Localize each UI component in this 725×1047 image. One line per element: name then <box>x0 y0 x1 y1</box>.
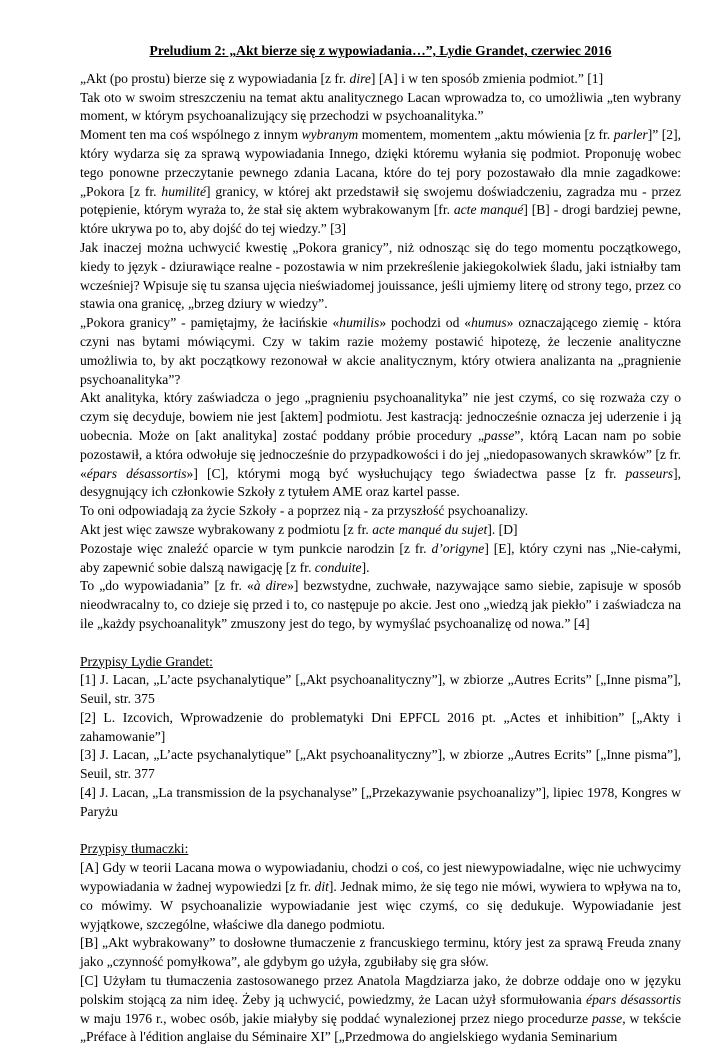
text-run: Pozostaje więc znaleźć oparcie w tym punkcie narodzin [z fr. <box>80 540 432 556</box>
text-run: Moment ten ma coś wspólnego z innym <box>80 127 302 143</box>
text-run: parler <box>613 127 648 143</box>
text-run: acte manqué <box>453 202 524 218</box>
translator-note <box>80 859 681 934</box>
text-run: wybranym <box>301 127 359 143</box>
text-run: ]. Jednak mimo, że się tego nie mówi, wywiera to wpływa na to, co mówimy. W psychoanalizie wypowiadanie jest więc czymś, co się dedukuje. Wypowiadanie jest wyjątkowe, szczególne, właściwe dla danego podmiotu. <box>80 879 681 932</box>
text-run: ], desygnujący ich członkowie Szkoły z tytułem AME oraz kartel passe. <box>80 465 681 500</box>
text-run: ] granicy, w której akt przedstawił się swojemu doświadczeniu, zagradza mu - przez potępienie, którym wyraża to, że stał się aktem wybrakowanym [fr. <box>80 183 681 218</box>
author-note <box>80 671 681 709</box>
text-run: [3] J. Lacan, „L’acte psychanalytique” [„Akt psychoanalityczny”], w zbiorze „Autres Ecrits” [„Inne pisma”], Seuil, str. 377 <box>80 747 681 782</box>
text-run: d’origyne <box>431 540 485 556</box>
text-run: passeurs <box>625 465 674 481</box>
body-paragraph <box>80 577 681 633</box>
text-run: ]. <box>361 559 370 575</box>
body-paragraph <box>80 126 681 239</box>
translator-notes-heading: Przypisy tłumaczki: <box>80 841 189 857</box>
text-run: passe <box>591 1010 623 1026</box>
text-run: [4] J. Lacan, „La transmission de la psychanalyse” [„Przekazywanie psychoanalizy”], lipiec 1978, Kongres w Paryżu <box>80 785 681 819</box>
text-run: Akt jest więc zawsze wybrakowany z podmiotu [z fr. <box>80 521 373 537</box>
text-run: To „do wypowiadania” [z fr. « <box>80 578 254 594</box>
text-run: ”, którą Lacan nam po sobie pozostawił, a która odwołuje się jednocześnie do przypadkowości i do jej „niedopasowanych skrawków” [z fr. « <box>80 427 681 481</box>
text-run: , w tekście „Préface à l'édition anglaise du Séminaire XI” [„Przedmowa do angielskiego wydania Seminarium <box>80 1010 681 1045</box>
body-paragraph <box>80 502 681 521</box>
text-run: [1] J. Lacan, „L’acte psychanalytique” [„Akt psychoanalityczny”], w zbiorze „Autres Ecrits” [„Inne pisma”], Seuil, str. 375 <box>80 672 681 707</box>
text-run: To oni odpowiadają za życie Szkoły - a poprzez nią - za przyszłość psychoanalizy. <box>80 503 529 519</box>
text-run: „Akt (po prostu) bierze się z wypowiadania [z fr. <box>80 70 350 86</box>
text-run: [A] Gdy w teorii Lacana mowa o wypowiadaniu, chodzi o coś, co jest niewypowiadalne, więc nie uchwycimy wypowiadania w żadnej wypowiedzi [z fr. <box>80 860 681 895</box>
body-paragraph <box>80 389 681 502</box>
text-run: ] [B] - drogi bardziej pewne, które ukrywa po to, aby dojść do tej wiedzy.” [3] <box>80 202 682 237</box>
translator-notes-list <box>80 859 681 1047</box>
text-run: [B] „Akt wybrakowany” to dosłowne tłumaczenie z francuskiego terminu, który jest za sprawą Freuda znany jako „czynność pomyłkowa”, ale gdybym go użyła, zgubiłaby się gra słów. <box>80 935 681 970</box>
text-run: humus <box>471 315 507 331</box>
text-run: acte manqué du sujet <box>372 521 488 537</box>
text-run: [2] L. Izcovich, Wprowadzenie do problematyki Dni EPFCL 2016 pt. „Actes et inhibition” [„Akty i zahamowanie”] <box>80 709 681 744</box>
text-run: » oznaczającego ziemię - która czyni nas bytami mówiącymi. Czy w takim razie możemy postawić hipotezę, że leczenie analityczne umożliwia to, by akt początkowy rezonował w akcie analitycznym, który otwiera analizanta na „pragnienie psychoanalityka”? <box>80 315 682 387</box>
text-run: ]” [2], który wydarza się za sprawą wypowiadania Innego, dzięki któremu wyłania się podmiot. Proponuję wobec tego ponowne przeczytanie pewnego zdania Lacana, które do tej pory pozostawało dla mnie zagadkowe: „Pokora [z fr. <box>80 127 681 199</box>
text-run: »] bezwstydne, zuchwałe, nazywające samo siebie, zapisuje w sposób nieodwracalny to, co dzieje się przed i to, co następuje po akcie. Jest ono „wiedzą jak piekło” i zaświadcza na ile „każdy psychoanalityk” zmuszony jest do tego, by wymyślać psychoanalizę od nowa.” [4] <box>80 578 681 631</box>
text-run: humilis <box>339 315 380 331</box>
body-paragraph <box>80 89 681 127</box>
text-run: Jak inaczej można uchwycić kwestię „Pokora granicy”, niż odnosząc się do tego momentu początkowego, kiedy to język - dziurawiące realne - pozostawia w nim przekreślenie jakiegokolwiek śladu, jaki istniałby tam wcześniej? Wpisuje się tu szansa ujęcia nieświadomej jouissance, jeśli ujmiemy literę od strony tego, przez co stawia ona granicę, „brzeg dziury w wiedzy”. <box>80 239 681 312</box>
main-text <box>80 70 681 634</box>
body-paragraph <box>80 540 681 578</box>
document-title: Preludium 2: „Akt bierze się z wypowiadania…”, Lydie Grandet, czerwiec 2016 <box>149 43 612 58</box>
author-notes-list <box>80 671 681 821</box>
text-run: dire <box>349 70 371 86</box>
text-run: » pochodzi od « <box>379 315 472 331</box>
translator-note <box>80 934 681 972</box>
text-run: humilité <box>161 183 206 199</box>
text-run: dit <box>314 879 329 895</box>
text-run: ] [E], który czyni nas „Nie-całymi, aby zapewnić sobie dalszą nawigację [z fr. <box>80 540 681 575</box>
text-run: Tak oto w swoim streszczeniu na temat aktu analitycznego Lacan wprowadza to, co umożliwia „ten wybrany moment, w którym psychoanalizujący się przechodzi w psychoanalityka.” <box>80 89 681 124</box>
author-note <box>80 709 681 747</box>
text-run: ]. [D] <box>487 521 518 537</box>
body-paragraph <box>80 70 681 89</box>
author-notes-heading: Przypisy Lydie Grandet: <box>80 653 213 669</box>
author-note <box>80 746 681 784</box>
text-run: à dire <box>253 578 288 594</box>
body-paragraph <box>80 521 681 540</box>
text-run: „Pokora granicy” - pamiętajmy, że łacińskie « <box>80 315 340 331</box>
text-run: Akt analityka, który zaświadcza o jego „pragnieniu psychoanalityka” nie jest czymś, co się rozważa czy o czym się decyduje, bowiem nie jest [aktem] podmiotu. Jest kastracją: jednocześnie oznacza jej uderzenie i ją uobecnia. Może on [akt analityka] zostać poddany próbie procedury „ <box>80 390 681 443</box>
text-run: passe <box>484 427 515 443</box>
text-run: [C] Użyłam tu tłumaczenia zastosowanego przez Anatola Magdziarza jako, że dobrze oddaje ono w języku polskim stojącą za nim ideę. Żeby ją uchwycić, powiedzmy, że Lacan użył sformułowania <box>80 973 681 1007</box>
text-run: »] [C], którymi mogą być wysłuchujący tego świadectwa passe [z fr. <box>186 465 626 481</box>
text-run: momentem, momentem „aktu mówienia [z fr. <box>358 127 614 143</box>
text-run: ] [A] i w ten sposób zmienia podmiot.” [1] <box>370 70 604 86</box>
body-paragraph <box>80 239 681 314</box>
text-run: conduite <box>314 559 362 575</box>
author-note <box>80 784 681 822</box>
text-run: épars désassortis <box>586 991 681 1007</box>
text-run: épars désassortis <box>86 465 187 481</box>
text-run: w maju 1976 r., wobec osób, jakie miałyby się poddać wynalezionej przez niego procedurze <box>80 1010 592 1026</box>
body-paragraph <box>80 314 681 389</box>
translator-note <box>80 972 681 1047</box>
